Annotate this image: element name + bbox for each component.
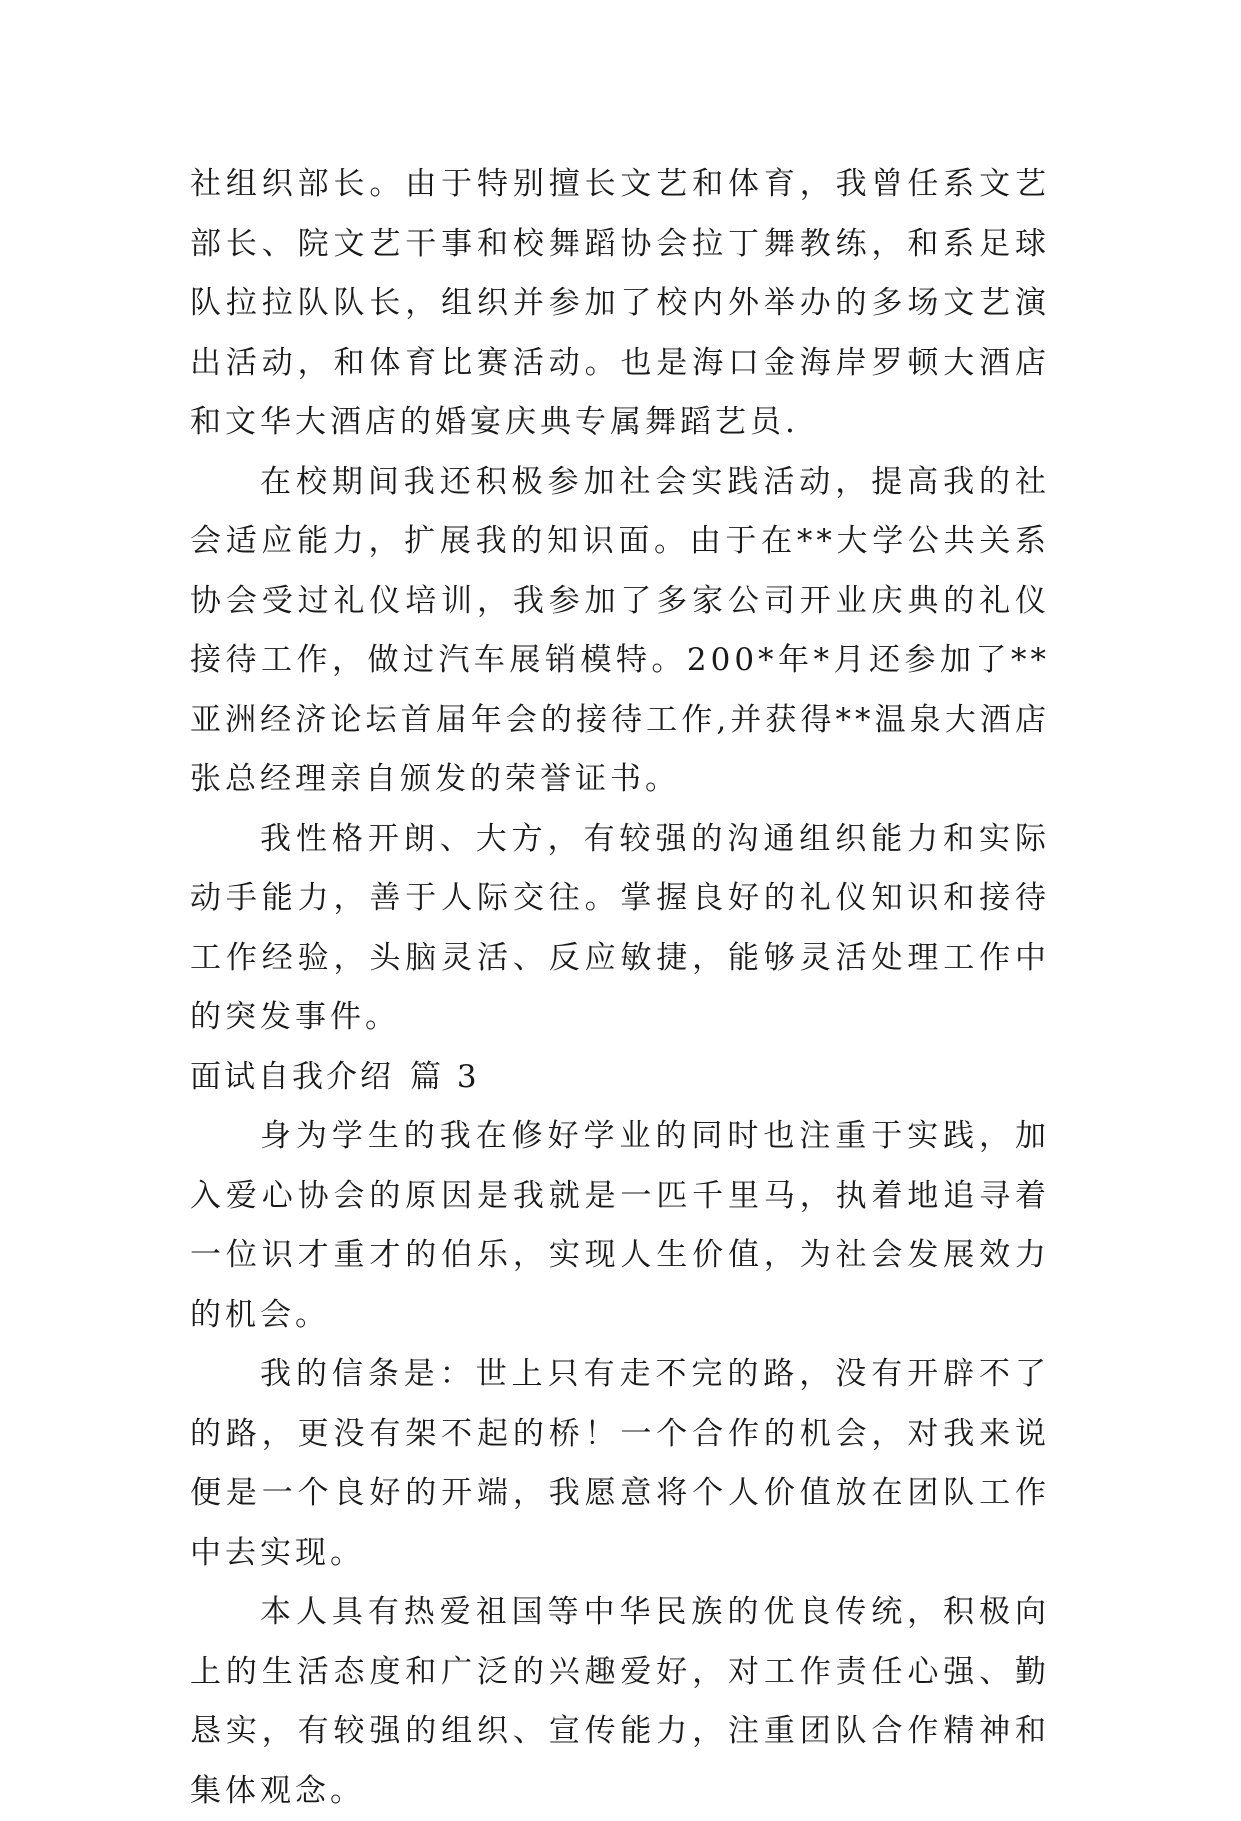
section-heading (190, 1048, 1050, 1108)
paragraph-student-practice: 身为学生的我在修好学业的同时也注重于实践，加入爱心协会的原因是我就是一匹千里马，执着地追寻着一位识才重才的伯乐，实现人生价值，为社会发展效力的机会。 (190, 1118, 1050, 1333)
paragraph-personality: 我性格开朗、大方，有较强的沟通组织能力和实际动手能力，善于人际交往。掌握良好的礼仪知识和接待工作经验，头脑灵活、反应敏捷，能够灵活处理工作中的突发事件。 (190, 820, 1050, 1035)
section-heading-number: 篇 3 (410, 1058, 480, 1095)
paragraph-qualities: 本人具有热爱祖国等中华民族的优良传统，积极向上的生活态度和广泛的兴趣爱好，对工作责任心强、勤恳实，有较强的组织、宣传能力，注重团队合作精神和集体观念。 (190, 1594, 1050, 1809)
document-body (190, 155, 1050, 1821)
paragraph-motto: 我的信条是：世上只有走不完的路，没有开辟不了的路，更没有架不起的桥！一个合作的机会，对我来说便是一个良好的开端，我愿意将个人价值放在团队工作中去实现。 (190, 1356, 1050, 1571)
paragraph-continued: 社组织部长。由于特别擅长文艺和体育，我曾任系文艺部长、院文艺干事和校舞蹈协会拉丁舞教练，和系足球队拉拉队队长，组织并参加了校内外举办的多场文艺演出活动，和体育比赛活动。也是海口金海岸罗顿大酒店和文华大酒店的婚宴庆典专属舞蹈艺员. (190, 166, 1050, 440)
section-heading-title: 面试自我介绍 (190, 1058, 394, 1095)
paragraph-social-practice: 在校期间我还积极参加社会实践活动，提高我的社会适应能力，扩展我的知识面。由于在**大学公共关系协会受过礼仪培训，我参加了多家公司开业庆典的礼仪接待工作，做过汽车展销模特。200*年*月还参加了**亚洲经济论坛首届年会的接待工作,并获得**温泉大酒店张总经理亲自颁发的荣誉证书。 (190, 463, 1050, 797)
